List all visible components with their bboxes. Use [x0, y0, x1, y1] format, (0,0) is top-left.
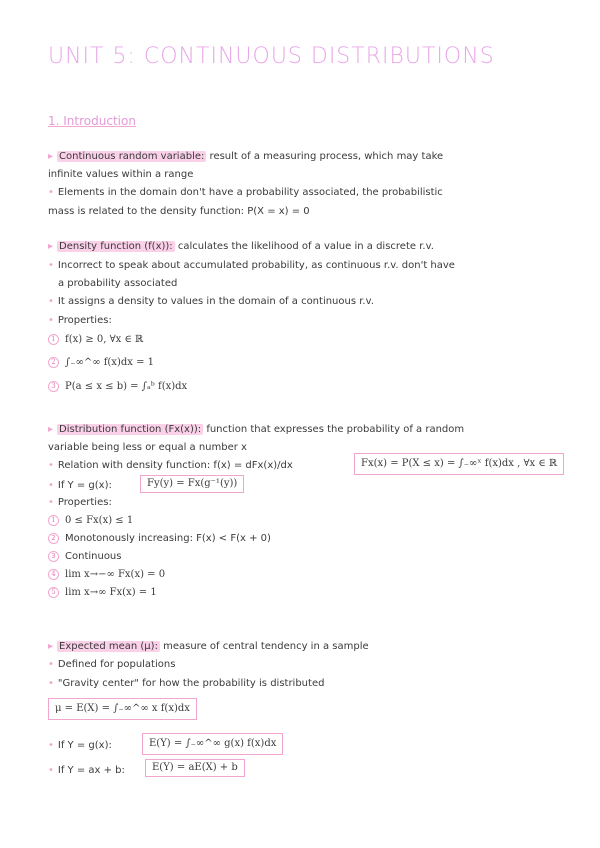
number-5-icon: 5 [48, 587, 59, 598]
expectation-transform-box: E(Y) = ∫₋∞^∞ g(x) f(x)dx [142, 733, 283, 755]
number-2-icon: 2 [48, 533, 59, 544]
distribution-term: Distribution function (Fx(x)): [59, 424, 202, 435]
distribution-property-4: 4 lim x→−∞ Fx(x) = 0 [48, 568, 165, 582]
expected-formula-box: μ = E(X) = ∫₋∞^∞ x f(x)dx [48, 698, 197, 720]
density-property-1: 1 f(x) ≥ 0, ∀x ∈ ℝ [48, 333, 143, 347]
dot-bullet-icon: • [48, 296, 54, 307]
intro-line-2: infinite values within a range [48, 169, 194, 180]
expected-line-3: • "Gravity center" for how the probability is distributed [48, 678, 325, 689]
triangle-bullet-icon: ▸ [48, 641, 54, 652]
dot-bullet-icon: • [48, 260, 54, 271]
density-line-1: ▸ Density function (f(x)): calculates the likelihood of a value in a discrete r.v. [48, 241, 434, 252]
intro-line-4: mass is related to the density function: P(X = x) = 0 [48, 206, 310, 217]
number-3-icon: 3 [48, 551, 59, 562]
density-line-2: • Incorrect to speak about accumulated probability, as continuous r.v. don't have [48, 260, 455, 271]
distribution-line-3: • Relation with density function: f(x) = dFx(x)/dx [48, 460, 293, 471]
dot-bullet-icon: • [48, 765, 54, 776]
number-1-icon: 1 [48, 334, 59, 345]
dot-bullet-icon: • [48, 740, 54, 751]
distribution-property-3: 3 Continuous [48, 550, 121, 564]
dot-bullet-icon: • [48, 315, 54, 326]
distribution-property-5: 5 lim x→∞ Fx(x) = 1 [48, 586, 157, 600]
intro-line-1: ▸ Continuous random variable: result of a measuring process, which may take [48, 151, 444, 162]
distribution-property-1: 1 0 ≤ Fx(x) ≤ 1 [48, 514, 133, 528]
density-property-3: 3 P(a ≤ x ≤ b) = ∫ₐᵇ f(x)dx [48, 380, 187, 394]
dot-bullet-icon: • [48, 460, 54, 471]
density-line-4: • It assigns a density to values in the domain of a continuous r.v. [48, 296, 374, 307]
transform-formula-box: Fy(y) = Fx(g⁻¹(y)) [140, 475, 244, 493]
triangle-bullet-icon: ▸ [48, 151, 54, 162]
expected-line-5: • If Y = ax + b: [48, 765, 125, 776]
density-term: Density function (f(x)): [59, 241, 173, 252]
number-2-icon: 2 [48, 357, 59, 368]
number-3-icon: 3 [48, 381, 59, 392]
dot-bullet-icon: • [48, 659, 54, 670]
distribution-line-2: variable being less or equal a number x [48, 442, 247, 453]
intro-line-3: • Elements in the domain don't have a probability associated, the probabilistic [48, 187, 443, 198]
section-heading-text: 1. Introduction [48, 114, 136, 128]
distribution-line-4: • If Y = g(x): [48, 480, 112, 491]
density-line-3: a probability associated [58, 278, 178, 289]
distribution-line-1: ▸ Distribution function (Fx(x)): function that expresses the probability of a random [48, 424, 465, 435]
expected-term: Expected mean (μ): [59, 641, 158, 652]
dot-bullet-icon: • [48, 497, 54, 508]
distribution-properties-label: • Properties: [48, 497, 112, 508]
expected-line-1: ▸ Expected mean (μ): measure of central tendency in a sample [48, 641, 369, 652]
distribution-property-2: 2 Monotonously increasing: F(x) < F(x + 0) [48, 532, 271, 546]
number-1-icon: 1 [48, 515, 59, 526]
page-title: UNIT 5: CONTINUOUS DISTRIBUTIONS [48, 44, 495, 69]
section-heading [48, 114, 136, 128]
dot-bullet-icon: • [48, 678, 54, 689]
expected-line-4: • If Y = g(x): [48, 740, 112, 751]
distribution-formula-box: Fx(x) = P(X ≤ x) = ∫₋∞ˣ f(x)dx , ∀x ∈ ℝ [354, 453, 564, 475]
intro-term: Continuous random variable: [59, 151, 205, 162]
expected-line-2: • Defined for populations [48, 659, 176, 670]
triangle-bullet-icon: ▸ [48, 424, 54, 435]
triangle-bullet-icon: ▸ [48, 241, 54, 252]
number-4-icon: 4 [48, 569, 59, 580]
dot-bullet-icon: • [48, 187, 54, 198]
dot-bullet-icon: • [48, 480, 54, 491]
density-properties-label: • Properties: [48, 315, 112, 326]
density-property-2: 2 ∫₋∞^∞ f(x)dx = 1 [48, 356, 154, 370]
linear-expectation-box: E(Y) = aE(X) + b [145, 759, 245, 777]
